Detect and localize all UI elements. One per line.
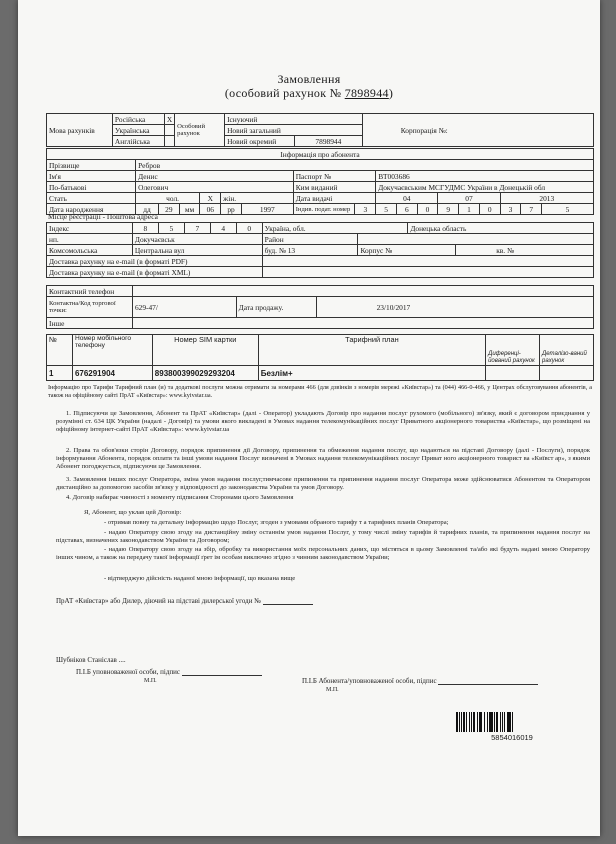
contact-phone-label: Контактний телефон — [47, 286, 133, 297]
acct-new-separate[interactable]: Новий окремий — [225, 136, 295, 147]
row-detailed[interactable] — [540, 366, 594, 381]
birth-day: 29 — [158, 204, 179, 215]
barcode-bar — [513, 712, 514, 732]
issue-month: 07 — [438, 193, 500, 204]
clause-4: 4. Договір набирає чинності з моменту підписання Сторонами цього Замовлення — [66, 494, 294, 501]
street-type-label: Комсомольська — [47, 245, 133, 256]
agreement-item-2: - надаю Оператору свою згоду на дистанційну зміну останнім умов надання Послуг, у тому числі зміну тарифів й тарифних планів, та припинення надання послуг на підставах, визначених законодавством України та Договором; — [56, 529, 590, 544]
clause-2: 2. Права та обов'язки сторін Договору, порядок припинення дії Договору, припинення та обмеження надання послуг, що надаються на підставі Договору (далі - Послуги), порядок інформування Абонента, порядок оплати та інші умови надання Послуг визначені в Умовах надання телекомунікаційних послуг Приват ного акціонерного товарист ва «Київст ар», з якими Абонент погоджується, підписуючи це Замовлення. — [56, 447, 590, 470]
stamp-2: М.П. — [326, 687, 339, 693]
subscriber-signature-line — [302, 677, 538, 685]
tax-digit: 6 — [396, 204, 417, 215]
barcode-icon — [456, 712, 568, 732]
issued-by-label: Ким виданий — [293, 182, 375, 193]
issued-by-value: Докучаєвським МСГУДМС України в Донецькій обл — [376, 182, 594, 193]
surname-value: Ребров — [136, 160, 594, 171]
region-value: Донецька область — [408, 223, 594, 234]
services-table — [46, 334, 594, 381]
lang-mark[interactable]: X — [164, 114, 174, 125]
agent-name: Шубніков Станіслав .... — [56, 656, 126, 664]
tax-digit: 0 — [417, 204, 438, 215]
passport-value: ВТ003686 — [376, 171, 594, 182]
passport-label: Паспорт № — [293, 171, 375, 182]
subtitle-suffix: ) — [388, 86, 394, 100]
account-number: 7898944 — [344, 86, 389, 100]
lang-ukrainian[interactable]: Українська — [112, 125, 164, 136]
lang-ukrainian-mark[interactable] — [164, 125, 174, 136]
document-subtitle — [18, 86, 600, 101]
row-phone: 676291904 — [72, 366, 152, 381]
index-digit: 0 — [236, 223, 262, 234]
tax-digit: 3 — [355, 204, 376, 215]
contact-point-label: Контактна/Код торгової точки: — [47, 297, 133, 318]
tax-digit: 5 — [376, 204, 397, 215]
city-label: нп. — [47, 234, 133, 245]
row-sim: 893800399029293204 — [152, 366, 258, 381]
subscriber-info-table — [46, 148, 594, 215]
subscriber-caption: П.І.Б Абонента/уповноваженої особи, підпис — [302, 677, 437, 685]
year-label: рр — [221, 204, 242, 215]
birth-month: 06 — [200, 204, 221, 215]
lang-english[interactable]: Англійська — [112, 136, 164, 147]
patronymic-label: По-батькові — [47, 182, 136, 193]
col-differentiated: Диференці-йований рахунок — [486, 335, 540, 366]
lang-label: Мова рахунків — [47, 114, 113, 147]
street-value: Центральна вул — [132, 245, 262, 256]
lang-english-mark[interactable] — [164, 136, 174, 147]
birth-year: 1997 — [241, 204, 293, 215]
sex-female: жін. — [221, 193, 294, 204]
row-plan: Безлім+ — [258, 366, 485, 381]
barcode-number: 5854016019 — [491, 733, 533, 742]
flat-label: кв. № — [456, 245, 594, 256]
col-phone: Номер мобільного телефону — [72, 335, 152, 366]
acct-existing[interactable]: Існуючий — [225, 114, 363, 125]
name-label: Ім'я — [47, 171, 136, 182]
language-account-table — [46, 113, 594, 147]
tariff-info: Інформацію про Тарифи Тарифний план (и) та додаткові послуги можна отримати за номерами 466 (для дзвінків з номерів мережі «Київстар») та (044) 466-0-466, у Центрах обслуговування абонентів, а також на офіційному сайті ПрАТ «Київстар»: www.kyivstar.ua. — [48, 384, 592, 399]
document-title: Замовлення — [277, 72, 341, 86]
country-label: Україна, обл. — [262, 223, 408, 234]
day-label: дд — [136, 204, 159, 215]
subscriber-section-title: Інформація про абонента — [47, 149, 594, 160]
dealer-text: ПрАТ «Київстар» або Дилер, діючий на підставі дилерської угоди № — [56, 597, 261, 605]
city-value: Докучаєвськ — [132, 234, 262, 245]
corp-label: Корпорація №: — [362, 114, 593, 147]
subscriber-sign-line[interactable] — [438, 684, 538, 685]
sale-date-label: Дата продажу. — [236, 297, 316, 318]
clause-3: 3. Замовлення інших послуг Оператора, зміна умов надання послуг,тимчасове припинення та припинення надання послуг Оператора може здійснюватися Абонентом та Оператором дистанційно за допомогою засобів зв'язку у відповідності до законодавства України та умов Договору. — [56, 476, 590, 491]
sale-date-value: 23/10/2017 — [316, 297, 593, 318]
name-value: Денис — [136, 171, 294, 182]
contacts-table — [46, 285, 594, 329]
index-digit: 5 — [158, 223, 184, 234]
agreement-item-3: - надаю Оператору свою згоду на збір, обробку та використання моїх персональних даних, що містяться в цьому Замовленні та/або які будуть надані мною Оператору інших чином, а також на передачу такої інформації ґрет ім особам виключно згідно з чинним законодавством України; — [56, 546, 590, 561]
agent-sign-line[interactable] — [182, 675, 262, 676]
sex-mark[interactable]: X — [200, 193, 221, 204]
index-digit: 4 — [210, 223, 236, 234]
agent-signature-line — [76, 668, 262, 676]
lang-russian[interactable]: Російська — [112, 114, 164, 125]
index-label: Індекс — [47, 223, 133, 234]
birth-label: Дата народження — [47, 204, 136, 215]
contact-phone-value — [132, 286, 593, 297]
agent-caption: П.І.Б уповноваженої особи, підпис — [76, 668, 181, 676]
index-digit: 8 — [132, 223, 158, 234]
tax-digit: 9 — [438, 204, 459, 215]
sex-label: Стать — [47, 193, 136, 204]
other-label: Інше — [47, 318, 133, 329]
subtitle-prefix: (особовий рахунок № — [224, 86, 345, 100]
table-row — [47, 366, 594, 381]
delivery-xml-label: Доставка рахунку на e-mail (в форматі XML) — [47, 267, 263, 278]
order-document — [18, 0, 600, 836]
tax-digit: 0 — [479, 204, 500, 215]
index-digit: 7 — [184, 223, 210, 234]
issue-date-label: Дата видачі — [293, 193, 375, 204]
tax-digit: 1 — [459, 204, 480, 215]
house-label: буд. № 13 — [262, 245, 358, 256]
col-number: № — [47, 335, 73, 366]
tax-digit: 7 — [521, 204, 542, 215]
dealer-line — [56, 597, 313, 605]
col-detailed: Деталізо-ваний рахунок — [540, 335, 594, 366]
delivery-pdf-value[interactable] — [262, 256, 593, 267]
acct-new-separate-value: 7898944 — [294, 136, 362, 147]
sex-male: чол. — [136, 193, 200, 204]
district-value — [358, 234, 594, 245]
delivery-pdf-label: Доставка рахунку на e-mail (в форматі PDF) — [47, 256, 263, 267]
tax-digit: 5 — [542, 204, 594, 215]
col-sim: Номер SIM картки — [152, 335, 258, 366]
dealer-number-line[interactable] — [263, 604, 313, 605]
delivery-xml-value[interactable] — [262, 267, 593, 278]
issue-year: 2013 — [500, 193, 593, 204]
address-table — [46, 222, 594, 278]
agreement-item-4: - відтверджую дійсність наданої мною інформації, що вказана вище — [104, 575, 296, 582]
district-label: Район — [262, 234, 358, 245]
stamp-1: М.П. — [144, 678, 157, 684]
clause-1: 1. Підписуючи це Замовлення, Абонент та ПрАТ «Київстар» (далі - Оператор) укладають Договір про надання послуг рухомого (мобільного) зв'язку, який є договором приєднання у розумінні ст. 634 ЦК України (надалі - Договір) та умови якого викладені в Умовах надання телекомунікаційних послуг Приватного акціонерного товариства «Київстар», що розміщені на офіційному інтернет-сайті ПрАТ «Київстар»: www.kyivstar.ua — [56, 410, 590, 433]
registration-label: Місце реєстрації - Поштова адреса — [48, 212, 158, 221]
tax-digit: 3 — [500, 204, 521, 215]
personal-account-label: Особовий рахунок — [175, 114, 225, 147]
month-label: мм — [179, 204, 200, 215]
row-number: 1 — [47, 366, 73, 381]
agreement-intro: Я, Абонент, що уклав цей Договір: — [84, 509, 182, 516]
agreement-item-1: - отримав повну та детальну інформацію щодо Послуг, згоден з умовами обраного тарифу т а тарифних планів Оператора; — [104, 519, 449, 526]
row-differentiated[interactable] — [486, 366, 540, 381]
acct-new-general[interactable]: Новий загальний — [225, 125, 363, 136]
tax-label: Індив. подат. номер — [293, 204, 355, 215]
patronymic-value: Олегович — [136, 182, 294, 193]
surname-label: Прізвище — [47, 160, 136, 171]
contact-point-value: 629-47/ — [132, 297, 236, 318]
col-plan: Тарифний план — [258, 335, 485, 366]
corpus-label: Корпус № — [358, 245, 456, 256]
issue-day: 04 — [376, 193, 438, 204]
other-value — [132, 318, 593, 329]
